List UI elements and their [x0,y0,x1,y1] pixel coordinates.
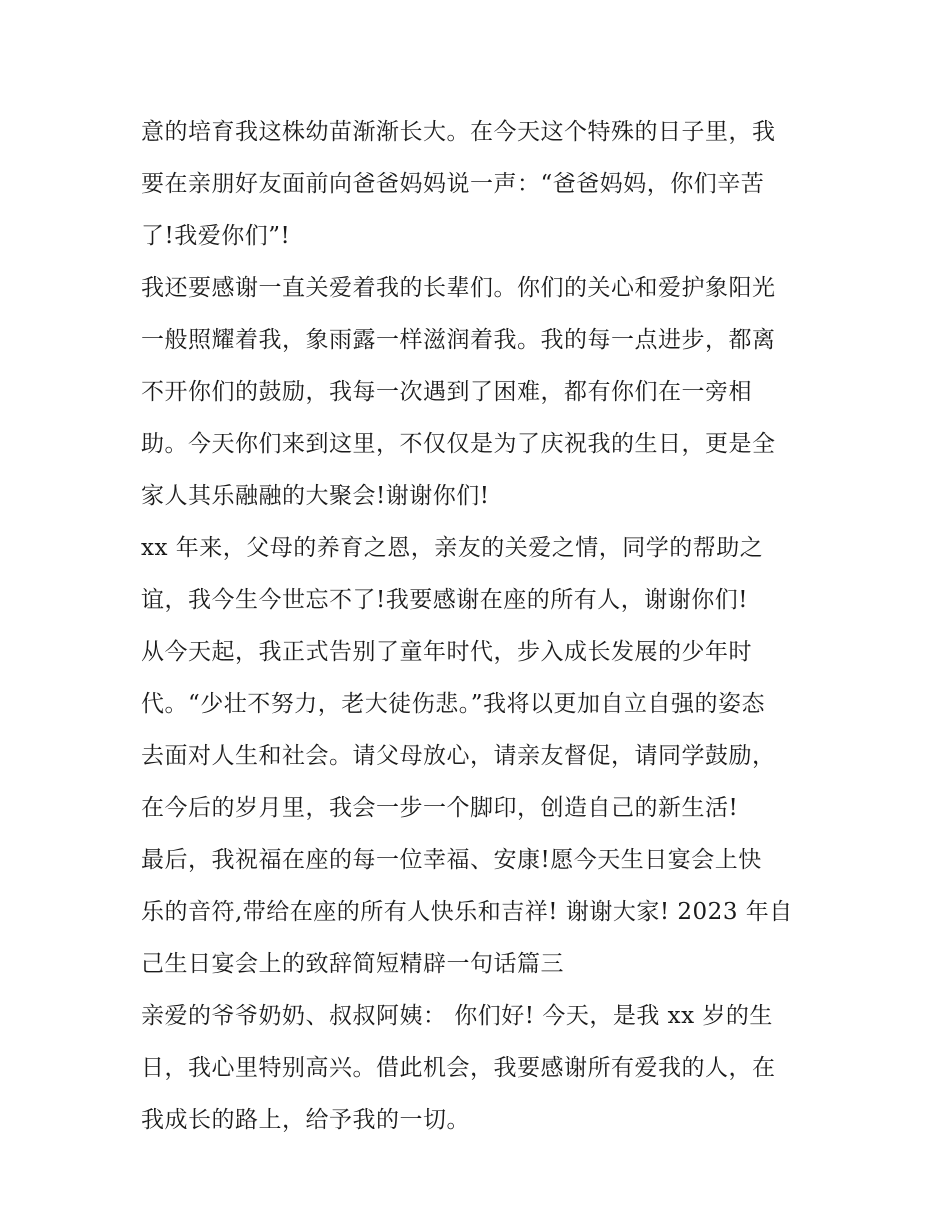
text-line: 乐的音符,带给在座的所有人快乐和吉祥! 谢谢大家! 2023 年自 [141,899,793,925]
text-line: 谊，我今生今世忘不了!我要感谢在座的所有人，谢谢你们! [141,587,748,613]
text-line: 亲爱的爷爷奶奶、叔叔阿姨： 你们好! 今天，是我 xx 岁的生 [141,1003,773,1029]
text-line: 不开你们的鼓励，我每一次遇到了困难，都有你们在一旁相 [141,379,752,405]
text-line: 从今天起，我正式告别了童年时代，步入成长发展的少年时 [141,639,752,665]
text-line: 去面对人生和社会。请父母放心，请亲友督促，请同学鼓励， [141,743,776,769]
document-body [141,106,821,1146]
text-line: xx 年来，父母的养育之恩，亲友的关爱之情，同学的帮助之 [141,535,764,561]
text-line: 一般照耀着我，象雨露一样滋润着我。我的每一点进步，都离 [141,327,776,353]
text-line: 最后，我祝福在座的每一位幸福、安康!愿今天生日宴会上快 [141,847,762,873]
text-line: 我成长的路上，给予我的一切。 [141,1107,470,1133]
text-line: 己生日宴会上的致辞简短精辟一句话篇三 [141,951,564,977]
text-line: 要在亲朋好友面前向爸爸妈妈说一声：“爸爸妈妈，你们辛苦 [141,171,765,197]
text-line: 在今后的岁月里，我会一步一个脚印，创造自己的新生活! [141,795,739,821]
text-line: 代。“少壮不努力，老大徒伤悲。”我将以更加自立自强的姿态 [141,691,766,717]
text-line: 我还要感谢一直关爱着我的长辈们。你们的关心和爱护象阳光 [141,275,776,301]
text-line: 助。今天你们来到这里，不仅仅是为了庆祝我的生日，更是全 [141,431,776,457]
text-line: 日，我心里特别高兴。借此机会，我要感谢所有爱我的人，在 [141,1055,776,1081]
text-line: 了!我爱你们”! [141,223,291,249]
text-line: 家人其乐融融的大聚会!谢谢你们! [141,483,490,509]
text-line: 意的培育我这株幼苗渐渐长大。在今天这个特殊的日子里，我 [141,119,776,145]
